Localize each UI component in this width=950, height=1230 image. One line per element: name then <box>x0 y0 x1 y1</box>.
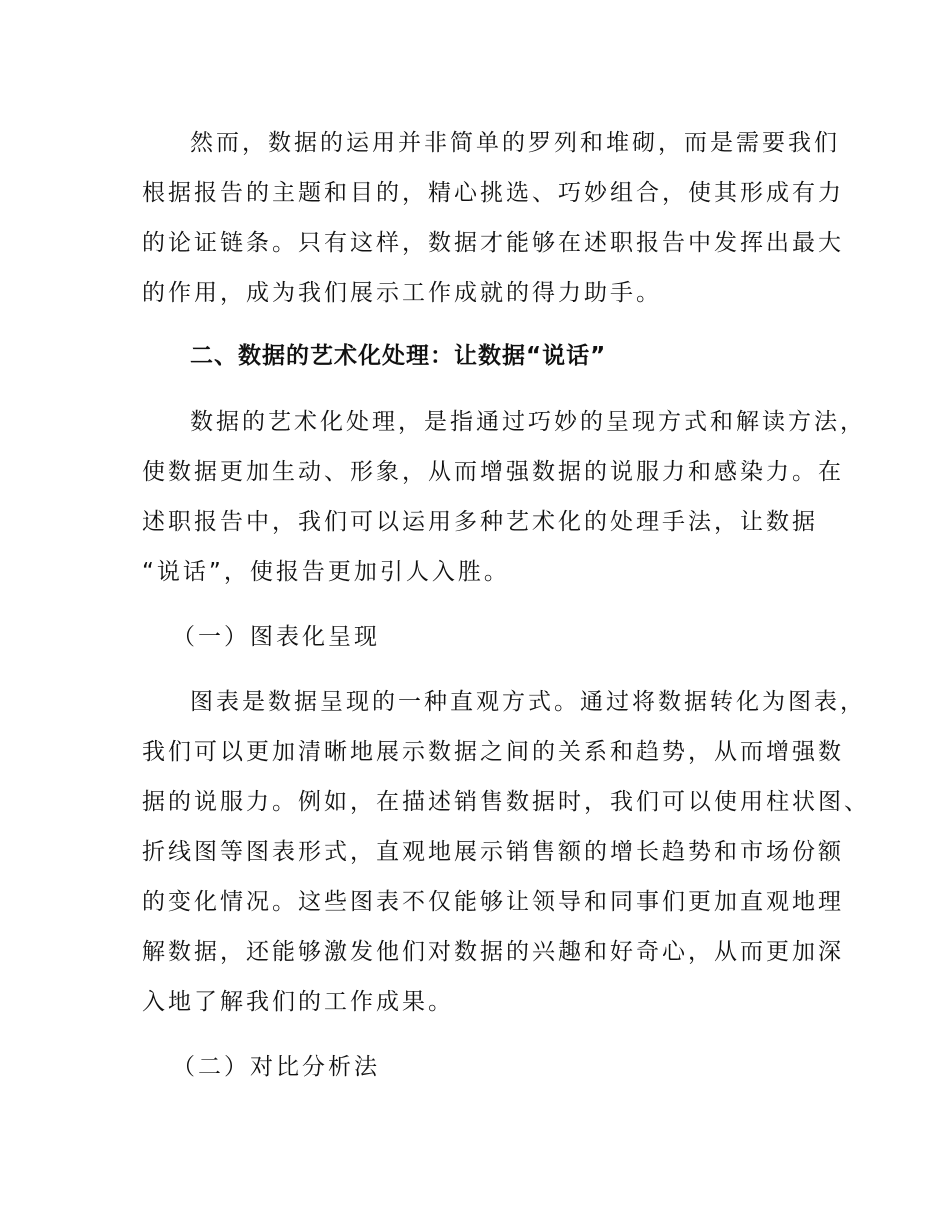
para2-line-3: 述职报告中，我们可以运用多种艺术化的处理手法，让数据 <box>142 509 818 535</box>
subheading-comparison: （二）对比分析法 <box>172 1054 380 1080</box>
para3-line-3: 据的说服力。例如，在描述销售数据时，我们可以使用柱状图、 <box>142 789 870 815</box>
para3-line-7: 入地了解我们的工作成果。 <box>142 989 454 1015</box>
para1-line-2: 根据报告的主题和目的，精心挑选、巧妙组合，使其形成有力 <box>142 180 844 206</box>
para3-line-1: 图表是数据呈现的一种直观方式。通过将数据转化为图表， <box>190 689 866 715</box>
para3-line-5: 的变化情况。这些图表不仅能够让领导和同事们更加直观地理 <box>142 889 844 915</box>
para1-line-4: 的作用，成为我们展示工作成就的得力助手。 <box>142 280 662 306</box>
para1-line-1: 然而，数据的运用并非简单的罗列和堆砌，而是需要我们 <box>190 130 840 156</box>
para3-line-2: 我们可以更加清晰地展示数据之间的关系和趋势，从而增强数 <box>142 739 844 765</box>
section-heading: 二、数据的艺术化处理：让数据“说话” <box>190 343 607 369</box>
para2-line-4: “说话”，使报告更加引人入胜。 <box>142 559 510 585</box>
para3-line-6: 解数据，还能够激发他们对数据的兴趣和好奇心，从而更加深 <box>142 939 844 965</box>
para1-line-3: 的论证链条。只有这样，数据才能够在述职报告中发挥出最大 <box>142 230 844 256</box>
para2-line-1: 数据的艺术化处理，是指通过巧妙的呈现方式和解读方法， <box>190 409 866 435</box>
para3-line-4: 折线图等图表形式，直观地展示销售额的增长趋势和市场份额 <box>142 839 844 865</box>
para2-line-2: 使数据更加生动、形象，从而增强数据的说服力和感染力。在 <box>142 459 844 485</box>
subheading-chart: （一）图表化呈现 <box>172 624 380 650</box>
